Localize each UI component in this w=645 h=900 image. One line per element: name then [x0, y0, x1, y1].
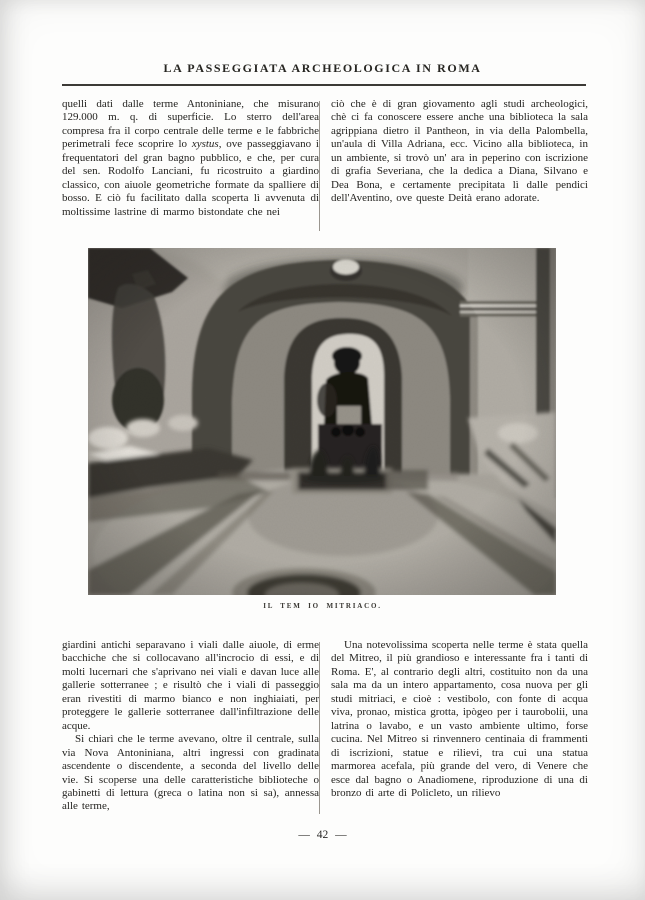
paragraph: Si chiarì che le terme avevano, oltre il centrale, sulla via Nova Antoniniana, altri ingressi con gradinata ascendente o discendente, a seconda del livello delle vie. Si scoperse una delle caratteristiche biblioteche o gabinetti di lettura (greca o latina non si sa), annessa alle terme, [62, 733, 319, 813]
paragraph: ciò che è di gran giovamento agli studi archeologici, chè ci fa conoscere essere anche una biblioteca la sala agrippiana dietro il Pantheon, in via della Palombella, un'aula di Villa Adriana, ecc. Vicino alla biblioteca, in un ambiente, si trovò un' ara in peperino con iscrizione di grafia Severiana, che la dedica a Diana, Silvano e Dea Bona, e certamente precipitata lì dalle pendici dell'Aventino, ove queste Deità erano adorate. [331, 98, 588, 205]
figure-photo [88, 248, 556, 595]
paragraph-text: quelli dati dalle terme Antoniniane, che misurano 129.000 m. q. di superficie. Lo sterro dell'area compresa fra il corpo centrale delle terme e le fabbriche perimetrali fece scoprire lo [62, 98, 319, 151]
page-title: LA PASSEGGIATA ARCHEOLOGICA IN ROMA [163, 61, 482, 75]
column-divider-rule [319, 101, 320, 231]
header-rule [62, 84, 586, 86]
paragraph: Una notevolissima scoperta nelle terme è stata quella del Mitreo, il più grandioso e interessante fra i tanti di Roma. E', al contrario degli altri, costituito non da una sala ma da un intero appartamento, cosa nuova per gli studi mitriaci, e cioè : vestibolo, con fonte di acqua viva, pronao, mistica grotta, ipògeo per i taurobolii, una latrina o lavabo, e un vasto ambiente ultimo, forse cucina. Nel Mitreo si rinvennero centinaia di frammenti di iscrizioni, statue e rilievi, tra cui una statua marmorea acefala, più grande del vero, di Venere che esce dal bagno o Anadiomene, riproduzione di una di bronzo di arte di Policleto, un rilievo [331, 639, 588, 799]
paragraph: giardini antichi separavano i viali dalle aiuole, di erme bacchiche che si collocavano all'incrocio di essi, e di molti lucernari che s'aprivano nei viali e davan luce alle gallerie sotterranee ; e risultò che i viali di passeggio eran rivestiti di marmo bianco e non inghiaiati, per proteggere le gallerie sotterranee dall'infiltrazione delle acque. [62, 639, 319, 732]
column-bottom-right [331, 639, 588, 800]
italic-term: xystus [191, 138, 219, 151]
column-top-left [62, 98, 319, 219]
column-bottom-left [62, 639, 319, 814]
paragraph [62, 98, 319, 219]
mithraeum-photo [88, 248, 556, 595]
column-top-right [331, 98, 588, 206]
figure-caption: IL TEM IO MITRIACO. [263, 602, 382, 610]
paragraph-text: , ove passeggiavano i frequentatori del gran bagno pubblico, e che, per cura del sen. Rodolfo Lanciani, fu ricostruito a giardino classico, con aiuole geometriche formate da spalliere di bosso. E ciò fu facilitato dalla scoperta lì avvenuta di moltissime lastrine di marmo bistondate che nei [62, 138, 319, 218]
page-number: — 42 — [298, 829, 347, 841]
column-divider-rule [319, 642, 320, 814]
